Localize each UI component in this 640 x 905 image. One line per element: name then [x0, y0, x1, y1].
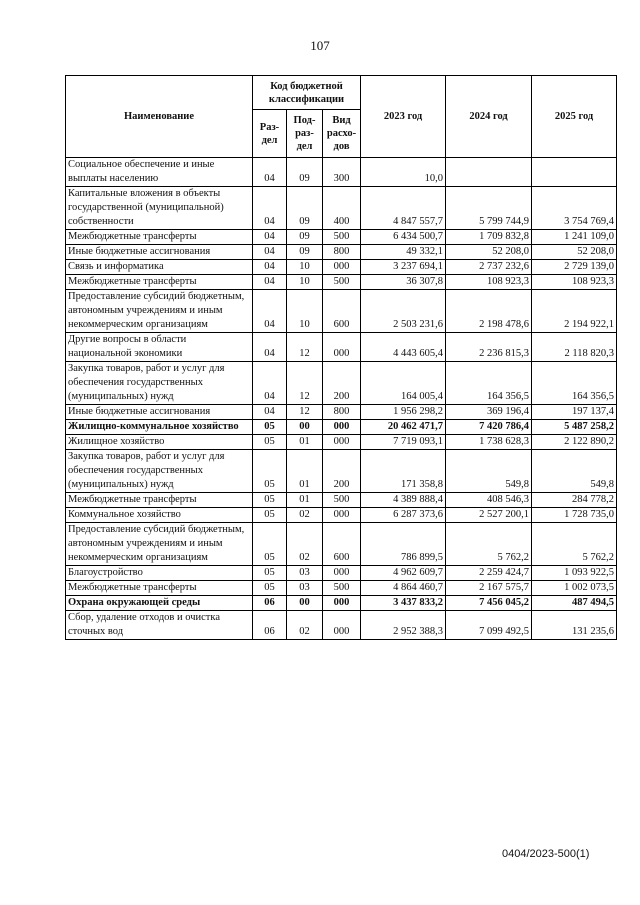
page-number: 107 [310, 38, 330, 53]
row-value-2024: 1 738 628,3 [446, 435, 532, 450]
header-subsection: Под- раз- дел [287, 110, 323, 158]
row-subsection: 01 [287, 450, 323, 493]
row-name: Благоустройство [66, 566, 253, 581]
row-name: Межбюджетные трансферты [66, 275, 253, 290]
table-row [66, 260, 617, 275]
row-value-2025: 2 118 820,3 [532, 333, 617, 362]
row-expense-type: 200 [323, 450, 361, 493]
row-subsection: 02 [287, 611, 323, 640]
row-value-2023: 2 503 231,6 [361, 290, 446, 333]
row-value-2023: 171 358,8 [361, 450, 446, 493]
row-expense-type: 500 [323, 275, 361, 290]
table-row [66, 420, 617, 435]
row-expense-type: 000 [323, 333, 361, 362]
row-value-2023: 2 952 388,3 [361, 611, 446, 640]
row-value-2024: 7 420 786,4 [446, 420, 532, 435]
row-value-2024: 52 208,0 [446, 245, 532, 260]
row-value-2023: 10,0 [361, 158, 446, 187]
row-value-2024: 2 198 478,6 [446, 290, 532, 333]
row-value-2023: 4 443 605,4 [361, 333, 446, 362]
row-subsection: 10 [287, 275, 323, 290]
row-section: 05 [253, 523, 287, 566]
row-section: 04 [253, 245, 287, 260]
row-section: 04 [253, 333, 287, 362]
row-expense-type: 600 [323, 523, 361, 566]
row-name: Иные бюджетные ассигнования [66, 245, 253, 260]
row-expense-type: 500 [323, 230, 361, 245]
row-value-2024: 2 737 232,6 [446, 260, 532, 275]
row-value-2025: 5 487 258,2 [532, 420, 617, 435]
row-expense-type: 800 [323, 405, 361, 420]
row-value-2025: 2 122 890,2 [532, 435, 617, 450]
row-value-2024: 7 456 045,2 [446, 596, 532, 611]
table-row [66, 611, 617, 640]
row-section: 05 [253, 450, 287, 493]
row-value-2023: 20 462 471,7 [361, 420, 446, 435]
row-expense-type: 500 [323, 581, 361, 596]
row-subsection: 09 [287, 187, 323, 230]
row-section: 06 [253, 611, 287, 640]
row-value-2024: 2 527 200,1 [446, 508, 532, 523]
row-value-2023: 6 287 373,6 [361, 508, 446, 523]
table-row [66, 275, 617, 290]
row-value-2025: 5 762,2 [532, 523, 617, 566]
row-name: Капитальные вложения в объекты государственной (муниципальной) собственности [66, 187, 253, 230]
row-value-2025: 549,8 [532, 450, 617, 493]
row-section: 05 [253, 435, 287, 450]
row-section: 04 [253, 290, 287, 333]
table-row [66, 245, 617, 260]
row-subsection: 09 [287, 230, 323, 245]
row-value-2023: 1 956 298,2 [361, 405, 446, 420]
row-value-2025 [532, 158, 617, 187]
row-value-2023: 7 719 093,1 [361, 435, 446, 450]
row-section: 04 [253, 187, 287, 230]
table-row [66, 187, 617, 230]
row-expense-type: 500 [323, 493, 361, 508]
row-value-2023: 3 437 833,2 [361, 596, 446, 611]
table-row [66, 362, 617, 405]
row-expense-type: 200 [323, 362, 361, 405]
row-subsection: 10 [287, 260, 323, 275]
row-expense-type: 000 [323, 566, 361, 581]
table-row [66, 290, 617, 333]
row-expense-type: 000 [323, 260, 361, 275]
row-name: Межбюджетные трансферты [66, 493, 253, 508]
row-value-2024: 108 923,3 [446, 275, 532, 290]
row-value-2025: 52 208,0 [532, 245, 617, 260]
budget-table [65, 75, 617, 640]
row-value-2025: 1 002 073,5 [532, 581, 617, 596]
row-value-2023: 36 307,8 [361, 275, 446, 290]
row-value-2024: 5 799 744,9 [446, 187, 532, 230]
row-name: Межбюджетные трансферты [66, 581, 253, 596]
row-value-2023: 786 899,5 [361, 523, 446, 566]
row-expense-type: 000 [323, 420, 361, 435]
header-2024: 2024 год [446, 76, 532, 158]
row-expense-type: 000 [323, 611, 361, 640]
table-row [66, 405, 617, 420]
row-section: 04 [253, 362, 287, 405]
header-expense-type: Вид расхо- дов [323, 110, 361, 158]
row-value-2025: 2 194 922,1 [532, 290, 617, 333]
row-name: Другие вопросы в области национальной экономики [66, 333, 253, 362]
row-value-2025: 197 137,4 [532, 405, 617, 420]
row-subsection: 12 [287, 405, 323, 420]
row-name: Связь и информатика [66, 260, 253, 275]
row-expense-type: 000 [323, 508, 361, 523]
header-2023: 2023 год [361, 76, 446, 158]
row-name: Закупка товаров, работ и услуг для обеспечения государственных (муниципальных) нужд [66, 362, 253, 405]
row-value-2024: 5 762,2 [446, 523, 532, 566]
row-section: 06 [253, 596, 287, 611]
header-name: Наименование [66, 76, 253, 158]
row-value-2024: 7 099 492,5 [446, 611, 532, 640]
row-value-2023: 4 962 609,7 [361, 566, 446, 581]
row-value-2023: 4 847 557,7 [361, 187, 446, 230]
row-value-2024: 549,8 [446, 450, 532, 493]
row-name: Социальное обеспечение и иные выплаты населению [66, 158, 253, 187]
header-2025: 2025 год [532, 76, 617, 158]
row-value-2025: 164 356,5 [532, 362, 617, 405]
row-expense-type: 400 [323, 187, 361, 230]
row-subsection: 02 [287, 508, 323, 523]
row-subsection: 10 [287, 290, 323, 333]
row-value-2023: 4 864 460,7 [361, 581, 446, 596]
row-subsection: 09 [287, 158, 323, 187]
row-subsection: 02 [287, 523, 323, 566]
row-subsection: 03 [287, 566, 323, 581]
table-row [66, 158, 617, 187]
row-value-2025: 1 093 922,5 [532, 566, 617, 581]
table-row [66, 450, 617, 493]
row-section: 05 [253, 581, 287, 596]
table-row [66, 333, 617, 362]
row-name: Жилищное хозяйство [66, 435, 253, 450]
row-section: 05 [253, 420, 287, 435]
row-name: Охрана окружающей среды [66, 596, 253, 611]
row-value-2024: 2 259 424,7 [446, 566, 532, 581]
row-name: Межбюджетные трансферты [66, 230, 253, 245]
row-subsection: 03 [287, 581, 323, 596]
table-row [66, 596, 617, 611]
row-expense-type: 000 [323, 596, 361, 611]
row-value-2025: 487 494,5 [532, 596, 617, 611]
row-expense-type: 600 [323, 290, 361, 333]
row-section: 04 [253, 230, 287, 245]
row-value-2024: 408 546,3 [446, 493, 532, 508]
row-value-2024: 164 356,5 [446, 362, 532, 405]
row-name: Жилищно-коммунальное хозяйство [66, 420, 253, 435]
row-section: 04 [253, 260, 287, 275]
row-section: 05 [253, 566, 287, 581]
row-value-2025: 284 778,2 [532, 493, 617, 508]
row-value-2023: 49 332,1 [361, 245, 446, 260]
row-name: Коммунальное хозяйство [66, 508, 253, 523]
table-row [66, 581, 617, 596]
row-subsection: 12 [287, 333, 323, 362]
header-code-group: Код бюджетной классификации [253, 76, 361, 110]
row-value-2025: 1 728 735,0 [532, 508, 617, 523]
row-value-2023: 6 434 500,7 [361, 230, 446, 245]
row-name: Предоставление субсидий бюджетным, автономным учреждениям и иным некоммерческим организациям [66, 290, 253, 333]
table-body [66, 158, 617, 640]
row-expense-type: 300 [323, 158, 361, 187]
row-expense-type: 800 [323, 245, 361, 260]
row-value-2025: 108 923,3 [532, 275, 617, 290]
row-value-2025: 131 235,6 [532, 611, 617, 640]
row-value-2024: 2 236 815,3 [446, 333, 532, 362]
row-value-2024 [446, 158, 532, 187]
row-section: 04 [253, 405, 287, 420]
row-expense-type: 000 [323, 435, 361, 450]
row-section: 04 [253, 158, 287, 187]
row-value-2023: 164 005,4 [361, 362, 446, 405]
row-value-2024: 369 196,4 [446, 405, 532, 420]
row-subsection: 01 [287, 435, 323, 450]
row-name: Предоставление субсидий бюджетным, автономным учреждениям и иным некоммерческим организациям [66, 523, 253, 566]
row-subsection: 00 [287, 596, 323, 611]
table-row [66, 508, 617, 523]
row-value-2023: 4 389 888,4 [361, 493, 446, 508]
row-name: Сбор, удаление отходов и очистка сточных вод [66, 611, 253, 640]
row-value-2024: 1 709 832,8 [446, 230, 532, 245]
header-section: Раз- дел [253, 110, 287, 158]
row-subsection: 00 [287, 420, 323, 435]
footer-code: 0404/2023-500(1) [502, 848, 590, 860]
row-value-2023: 3 237 694,1 [361, 260, 446, 275]
row-section: 05 [253, 508, 287, 523]
row-section: 05 [253, 493, 287, 508]
row-name: Закупка товаров, работ и услуг для обеспечения государственных (муниципальных) нужд [66, 450, 253, 493]
row-subsection: 12 [287, 362, 323, 405]
row-section: 04 [253, 275, 287, 290]
row-subsection: 09 [287, 245, 323, 260]
table-row [66, 435, 617, 450]
row-value-2025: 2 729 139,0 [532, 260, 617, 275]
table-row [66, 493, 617, 508]
row-subsection: 01 [287, 493, 323, 508]
table-row [66, 230, 617, 245]
row-value-2025: 1 241 109,0 [532, 230, 617, 245]
row-value-2024: 2 167 575,7 [446, 581, 532, 596]
row-name: Иные бюджетные ассигнования [66, 405, 253, 420]
table-row [66, 566, 617, 581]
table-row [66, 523, 617, 566]
row-value-2025: 3 754 769,4 [532, 187, 617, 230]
